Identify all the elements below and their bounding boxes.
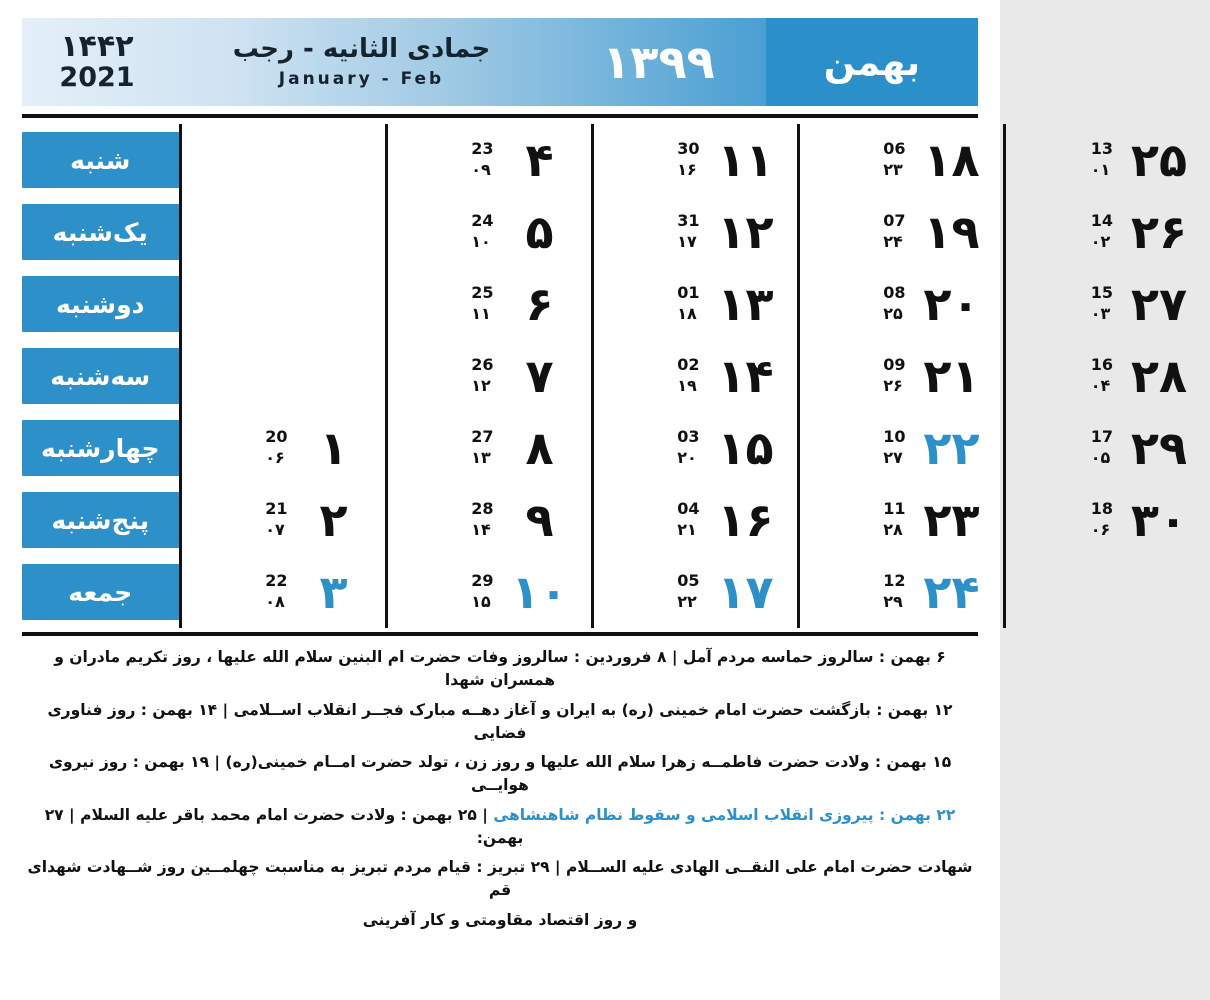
hijri-day-number: ۲۹ — [883, 592, 903, 611]
calendar-day-cell[interactable] — [386, 268, 592, 340]
jalali-day-number: ۱۹ — [923, 205, 980, 259]
calendar-day-cell[interactable] — [592, 556, 798, 628]
calendar-day-cell[interactable] — [1004, 340, 1210, 412]
day-cell-content — [594, 269, 797, 339]
hijri-day-number: ۲۵ — [883, 304, 903, 323]
jalali-day-number: ۱۴ — [717, 349, 774, 403]
gregorian-day-number: 03 — [677, 427, 700, 447]
jalali-day-number: ۲۰ — [923, 277, 980, 331]
day-cell-content — [1006, 341, 1210, 411]
calendar-day-cell[interactable] — [180, 412, 386, 484]
secondary-dates — [471, 211, 493, 253]
weekday-header-cell — [22, 484, 180, 556]
gregorian-day-number: 20 — [265, 427, 288, 447]
weekday-label: یک‌شنبه — [22, 204, 179, 260]
gregorian-day-number: 08 — [883, 283, 906, 303]
jalali-day-number: ۷ — [525, 349, 554, 403]
calendar-day-cell[interactable] — [1004, 412, 1210, 484]
gregorian-day-number: 14 — [1090, 211, 1113, 231]
jalali-day-number: ۱۷ — [717, 565, 774, 619]
gregorian-day-number: 09 — [883, 355, 906, 375]
calendar-day-cell[interactable] — [798, 124, 1004, 196]
hijri-day-number: ۰۵ — [1090, 448, 1111, 467]
calendar-day-cell[interactable] — [592, 268, 798, 340]
gregorian-day-number: 04 — [677, 499, 700, 519]
gregorian-day-number: 31 — [677, 211, 700, 231]
calendar-day-cell[interactable] — [180, 484, 386, 556]
hijri-day-number: ۰۴ — [1090, 376, 1111, 395]
weekday-label: جمعه — [22, 564, 179, 620]
events-section — [22, 636, 978, 932]
jalali-day-number: ۳ — [319, 565, 348, 619]
hijri-day-number: ۲۲ — [677, 592, 697, 611]
gregorian-day-number: 15 — [1090, 283, 1113, 303]
secondary-dates — [1091, 427, 1113, 469]
calendar-day-cell[interactable] — [180, 340, 386, 412]
header-month-name: بهمن — [766, 18, 978, 106]
day-cell-content — [800, 269, 1003, 339]
calendar-day-cell[interactable] — [1004, 196, 1210, 268]
event-line: و روز اقتصاد مقاومتی و کار آفرینی — [362, 910, 638, 929]
hijri-day-number: ۱۸ — [677, 304, 697, 323]
gregorian-day-number: 27 — [471, 427, 494, 447]
jalali-day-number: ۱۲ — [717, 205, 774, 259]
hijri-day-number: ۲۶ — [883, 376, 903, 395]
jalali-day-number: ۳۰ — [1130, 493, 1188, 547]
jalali-day-number: ۲۳ — [923, 493, 980, 547]
header-english-months: January - Feb — [278, 68, 445, 89]
day-cell-content — [800, 341, 1003, 411]
day-cell-content — [1006, 269, 1210, 339]
event-line: ۶ بهمن : سالروز حماسه مردم آمل | ۸ فروردین : سالروز وفات حضرت ام البنین سلام الله علیها ، روز تکریم مادران و همسران شهدا — [54, 648, 946, 690]
calendar-header — [22, 18, 978, 106]
hijri-day-number: ۰۱ — [1090, 160, 1111, 179]
gregorian-day-number: 13 — [1090, 139, 1113, 159]
day-cell-content — [388, 197, 591, 267]
secondary-dates — [1091, 139, 1113, 181]
weekday-label: پنج‌شنبه — [22, 492, 179, 548]
weekday-header-cell — [22, 340, 180, 412]
jalali-day-number: ۱۳ — [717, 277, 774, 331]
calendar-row — [22, 556, 1210, 628]
calendar-row — [22, 124, 1210, 196]
jalali-day-number: ۲۷ — [1130, 277, 1188, 331]
calendar-day-cell[interactable] — [798, 412, 1004, 484]
hijri-day-number: ۱۴ — [471, 520, 491, 539]
hijri-day-number: ۰۸ — [265, 592, 285, 611]
calendar-day-cell[interactable] — [798, 340, 1004, 412]
event-line: ۱۵ بهمن : ولادت حضرت فاطمــه زهرا سلام الله علیها و روز زن ، تولد حضرت امــام خمینی(ره) | ۱۹ بهمن : روز نیروی هوایــی — [48, 753, 952, 795]
gregorian-day-number: 26 — [471, 355, 494, 375]
calendar-day-cell[interactable] — [592, 484, 798, 556]
jalali-day-number: ۲۵ — [1130, 133, 1188, 187]
secondary-dates — [883, 355, 905, 397]
secondary-dates — [677, 283, 699, 325]
calendar-day-cell[interactable] — [386, 412, 592, 484]
calendar-day-cell[interactable] — [180, 268, 386, 340]
hijri-day-number: ۱۱ — [471, 304, 491, 323]
calendar-day-cell[interactable] — [592, 340, 798, 412]
jalali-day-number: ۲۲ — [923, 421, 980, 475]
jalali-day-number: ۸ — [525, 421, 554, 475]
secondary-dates — [471, 499, 493, 541]
calendar-table — [22, 124, 1210, 628]
header-hijri-year: ۱۴۴۲ — [60, 28, 134, 64]
calendar-day-cell[interactable] — [798, 484, 1004, 556]
day-cell-content — [594, 557, 797, 627]
secondary-dates — [1091, 211, 1113, 253]
secondary-dates — [265, 427, 287, 469]
secondary-dates — [1091, 499, 1113, 541]
hijri-day-number: ۲۷ — [883, 448, 903, 467]
secondary-dates — [471, 139, 493, 181]
day-cell-content — [182, 413, 385, 483]
jalali-day-number: ۲۱ — [923, 349, 980, 403]
calendar-row — [22, 484, 1210, 556]
hijri-day-number: ۲۱ — [677, 520, 697, 539]
secondary-dates — [883, 139, 905, 181]
weekday-header-cell — [22, 196, 180, 268]
gregorian-day-number: 25 — [471, 283, 494, 303]
day-cell-content — [1006, 197, 1210, 267]
gregorian-day-number: 21 — [265, 499, 288, 519]
day-cell-content — [594, 125, 797, 195]
jalali-day-number: ۵ — [525, 205, 554, 259]
day-cell-content — [1006, 485, 1210, 555]
secondary-dates — [677, 427, 699, 469]
secondary-dates — [471, 571, 493, 613]
secondary-dates — [265, 499, 287, 541]
header-alt-years — [22, 18, 172, 106]
day-cell-content — [182, 557, 385, 627]
hijri-day-number: ۲۰ — [677, 448, 697, 467]
gregorian-day-number: 07 — [883, 211, 906, 231]
calendar-grid — [22, 114, 1188, 636]
calendar-day-cell[interactable] — [386, 484, 592, 556]
calendar-day-cell[interactable] — [180, 124, 386, 196]
header-alt-months — [172, 18, 551, 106]
day-cell-content — [594, 341, 797, 411]
hijri-day-number: ۱۶ — [677, 160, 697, 179]
gregorian-day-number: 24 — [471, 211, 494, 231]
jalali-day-number: ۶ — [525, 277, 554, 331]
secondary-dates — [471, 283, 493, 325]
jalali-day-number: ۹ — [525, 493, 554, 547]
gregorian-day-number: 28 — [471, 499, 494, 519]
day-cell-content — [800, 125, 1003, 195]
day-cell-content — [594, 485, 797, 555]
calendar-day-cell[interactable] — [592, 124, 798, 196]
hijri-day-number: ۱۵ — [471, 592, 491, 611]
gregorian-day-number: 17 — [1090, 427, 1113, 447]
jalali-day-number: ۲۶ — [1130, 205, 1188, 259]
calendar-row — [22, 268, 1210, 340]
day-cell-content — [388, 557, 591, 627]
gregorian-day-number: 30 — [677, 139, 700, 159]
gregorian-day-number: 02 — [677, 355, 700, 375]
hijri-day-number: ۰۶ — [1090, 520, 1111, 539]
gregorian-day-number: 12 — [883, 571, 906, 591]
calendar-day-cell[interactable] — [798, 268, 1004, 340]
event-line: ۱۲ بهمن : بازگشت حضرت امام خمینی (ره) به ایران و آغاز دهــه مبارک فجــر انقلاب اســلامی | ۱۴ بهمن : روز فناوری فضایی — [47, 700, 953, 742]
weekday-label: شنبه — [22, 132, 179, 188]
hijri-day-number: ۲۴ — [883, 232, 903, 251]
secondary-dates — [677, 571, 699, 613]
event-line-highlighted — [26, 804, 974, 851]
weekday-header-cell — [22, 124, 180, 196]
hijri-day-number: ۰۹ — [471, 160, 491, 179]
day-cell-content — [800, 197, 1003, 267]
calendar-day-cell[interactable] — [1004, 556, 1210, 628]
calendar-day-cell[interactable] — [386, 196, 592, 268]
jalali-day-number: ۱۸ — [923, 133, 980, 187]
secondary-dates — [471, 427, 493, 469]
day-cell-content — [182, 485, 385, 555]
jalali-day-number: ۱۶ — [717, 493, 774, 547]
day-cell-content — [594, 197, 797, 267]
secondary-dates — [883, 211, 905, 253]
weekday-header-cell — [22, 268, 180, 340]
day-cell-content — [388, 485, 591, 555]
gregorian-day-number: 11 — [883, 499, 906, 519]
jalali-day-number: ۴ — [525, 133, 554, 187]
weekday-label: سه‌شنبه — [22, 348, 179, 404]
hijri-day-number: ۲۸ — [883, 520, 903, 539]
day-cell-content — [594, 413, 797, 483]
event-line: شهادت حضرت امام علی النقــی الهادی علیه الســلام | ۲۹ تبریز : قیام مردم تبریز به مناسبت چهلمــین روز شــهادت شهدای قم — [27, 858, 973, 900]
gregorian-day-number: 01 — [677, 283, 700, 303]
secondary-dates — [677, 355, 699, 397]
hijri-day-number: ۲۳ — [883, 160, 903, 179]
gregorian-day-number: 06 — [883, 139, 906, 159]
header-year: ۱۳۹۹ — [602, 35, 715, 89]
day-cell-content — [388, 269, 591, 339]
hijri-day-number: ۰۶ — [265, 448, 285, 467]
secondary-dates — [677, 499, 699, 541]
secondary-dates — [1091, 355, 1113, 397]
secondary-dates — [883, 283, 905, 325]
calendar-day-cell[interactable] — [386, 124, 592, 196]
jalali-day-number: ۲۸ — [1130, 349, 1188, 403]
jalali-day-number: ۲ — [319, 493, 348, 547]
secondary-dates — [883, 571, 905, 613]
hijri-day-number: ۱۳ — [471, 448, 491, 467]
day-cell-content — [388, 341, 591, 411]
hijri-day-number: ۱۷ — [677, 232, 697, 251]
day-cell-content — [388, 413, 591, 483]
day-cell-content — [1006, 125, 1210, 195]
secondary-dates — [883, 427, 905, 469]
gregorian-day-number: 05 — [677, 571, 700, 591]
gregorian-day-number: 22 — [265, 571, 288, 591]
calendar-day-cell[interactable] — [386, 556, 592, 628]
weekday-label: دوشنبه — [22, 276, 179, 332]
header-gregorian-year: 2021 — [59, 62, 135, 94]
header-arabic-months: جمادی الثانیه - رجب — [232, 34, 491, 65]
weekday-header-cell — [22, 412, 180, 484]
secondary-dates — [883, 499, 905, 541]
event-highlight-text: ۲۲ بهمن : پیروزی انقلاب اسلامی و سقوط نظام شاهنشاهی — [493, 805, 956, 824]
secondary-dates — [677, 211, 699, 253]
jalali-day-number: ۱۵ — [717, 421, 774, 475]
calendar-day-cell[interactable] — [180, 196, 386, 268]
calendar-row — [22, 340, 1210, 412]
day-cell-content — [800, 485, 1003, 555]
calendar-day-cell[interactable] — [1004, 484, 1210, 556]
hijri-day-number: ۱۲ — [471, 376, 491, 395]
gregorian-day-number: 16 — [1090, 355, 1113, 375]
secondary-dates — [471, 355, 493, 397]
calendar-day-cell[interactable] — [592, 412, 798, 484]
jalali-day-number: ۱۰ — [511, 565, 568, 619]
hijri-day-number: ۰۳ — [1090, 304, 1111, 323]
calendar-day-cell[interactable] — [1004, 268, 1210, 340]
secondary-dates — [1091, 283, 1113, 325]
day-cell-content — [388, 125, 591, 195]
gregorian-day-number: 29 — [471, 571, 494, 591]
hijri-day-number: ۱۰ — [471, 232, 491, 251]
jalali-day-number: ۲۹ — [1130, 421, 1188, 475]
day-cell-content — [800, 413, 1003, 483]
hijri-day-number: ۰۷ — [265, 520, 285, 539]
gregorian-day-number: 18 — [1090, 499, 1113, 519]
secondary-dates — [677, 139, 699, 181]
jalali-day-number: ۲۴ — [923, 565, 980, 619]
gregorian-day-number: 23 — [471, 139, 494, 159]
jalali-day-number: ۱۱ — [717, 133, 774, 187]
hijri-day-number: ۰۲ — [1090, 232, 1111, 251]
jalali-day-number: ۱ — [319, 421, 348, 475]
day-cell-content — [1006, 413, 1210, 483]
calendar-day-cell[interactable] — [592, 196, 798, 268]
weekday-label: چهارشنبه — [22, 420, 179, 476]
secondary-dates — [265, 571, 287, 613]
calendar-row — [22, 412, 1210, 484]
day-cell-content — [800, 557, 1003, 627]
calendar-day-cell[interactable] — [798, 196, 1004, 268]
calendar-row — [22, 196, 1210, 268]
event-highlight-suffix: | ۲۵ بهمن : ولادت حضرت امام محمد باقر علیه السلام | ۲۷ بهمن: — [44, 805, 524, 847]
hijri-day-number: ۱۹ — [677, 376, 697, 395]
gregorian-day-number: 10 — [883, 427, 906, 447]
calendar-day-cell[interactable] — [1004, 124, 1210, 196]
calendar-day-cell[interactable] — [386, 340, 592, 412]
calendar-day-cell[interactable] — [798, 556, 1004, 628]
weekday-header-cell — [22, 556, 180, 628]
calendar-day-cell[interactable] — [180, 556, 386, 628]
